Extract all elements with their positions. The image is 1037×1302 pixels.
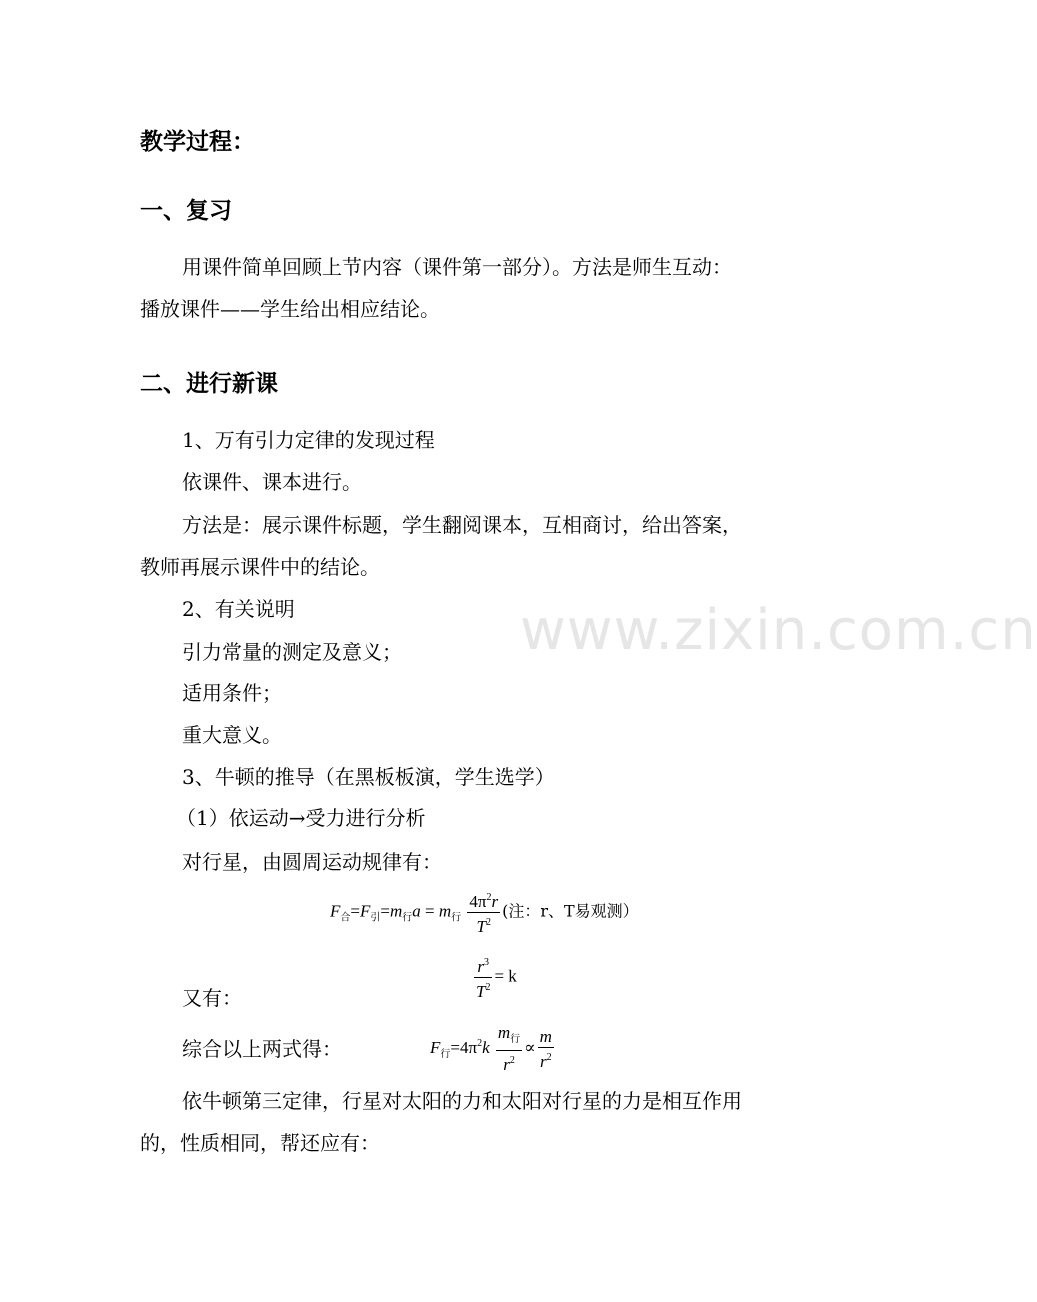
item-1-heading: 1、万有引力定律的发现过程: [182, 428, 435, 452]
item-2-point-b: 适用条件；: [182, 681, 282, 705]
section-heading-review: 一、复习: [140, 197, 232, 224]
item-2-point-c: 重大意义。: [182, 723, 282, 747]
section-heading-new-lesson: 二、进行新课: [140, 370, 278, 397]
formula-force-planet: $F_合=F_引=m_行a = m_行$ $\frac{4\pi^2r}{T^2}$ (注：r、T易观测）: [330, 888, 639, 937]
page-title: 教学过程：: [140, 128, 255, 155]
item-3-heading: 3、牛顿的推导（在黑板板演，学生选学）: [182, 765, 555, 789]
review-paragraph-line-2: 播放课件——学生给出相应结论。: [140, 297, 440, 321]
newton-third-law-line-2: 的，性质相同，帮还应有：: [140, 1131, 380, 1155]
also-label: 又有：: [182, 986, 242, 1010]
formula-1-note: (注：r、T易观测）: [502, 901, 639, 921]
watermark: www.zixin.com.cn: [520, 598, 1037, 663]
newton-third-law-line-1: 依牛顿第三定律，行星对太阳的力和太阳对行星的力是相互作用: [182, 1089, 742, 1113]
item-1-text: 依课件、课本进行。: [182, 470, 362, 494]
item-2-point-a: 引力常量的测定及意义；: [182, 640, 402, 664]
item-2-heading: 2、有关说明: [182, 597, 295, 621]
formula-1-fraction: $\frac{4\pi^2r}{T^2}$: [467, 888, 500, 937]
item-1-method-line-2: 教师再展示课件中的结论。: [140, 555, 380, 579]
planet-intro: 对行星，由圆周运动规律有：: [182, 850, 442, 874]
review-paragraph-line-1: 用课件简单回顾上节内容（课件第一部分）。方法是师生互动：: [182, 255, 732, 279]
formula-combined-force: $F_行=4\pi^2k$ $\frac{m_行}{r^2}$ ∝ $\frac{m}{r^2}$: [430, 1023, 552, 1074]
combine-label: 综合以上两式得：: [182, 1037, 342, 1061]
item-3-subheading: （1）依运动→受力进行分析: [176, 806, 426, 830]
item-1-method-line-1: 方法是：展示课件标题，学生翻阅课本，互相商讨，给出答案，: [182, 513, 742, 537]
formula-kepler-third-law: $\frac{r^3}{T^2}$ = k: [472, 953, 517, 1002]
